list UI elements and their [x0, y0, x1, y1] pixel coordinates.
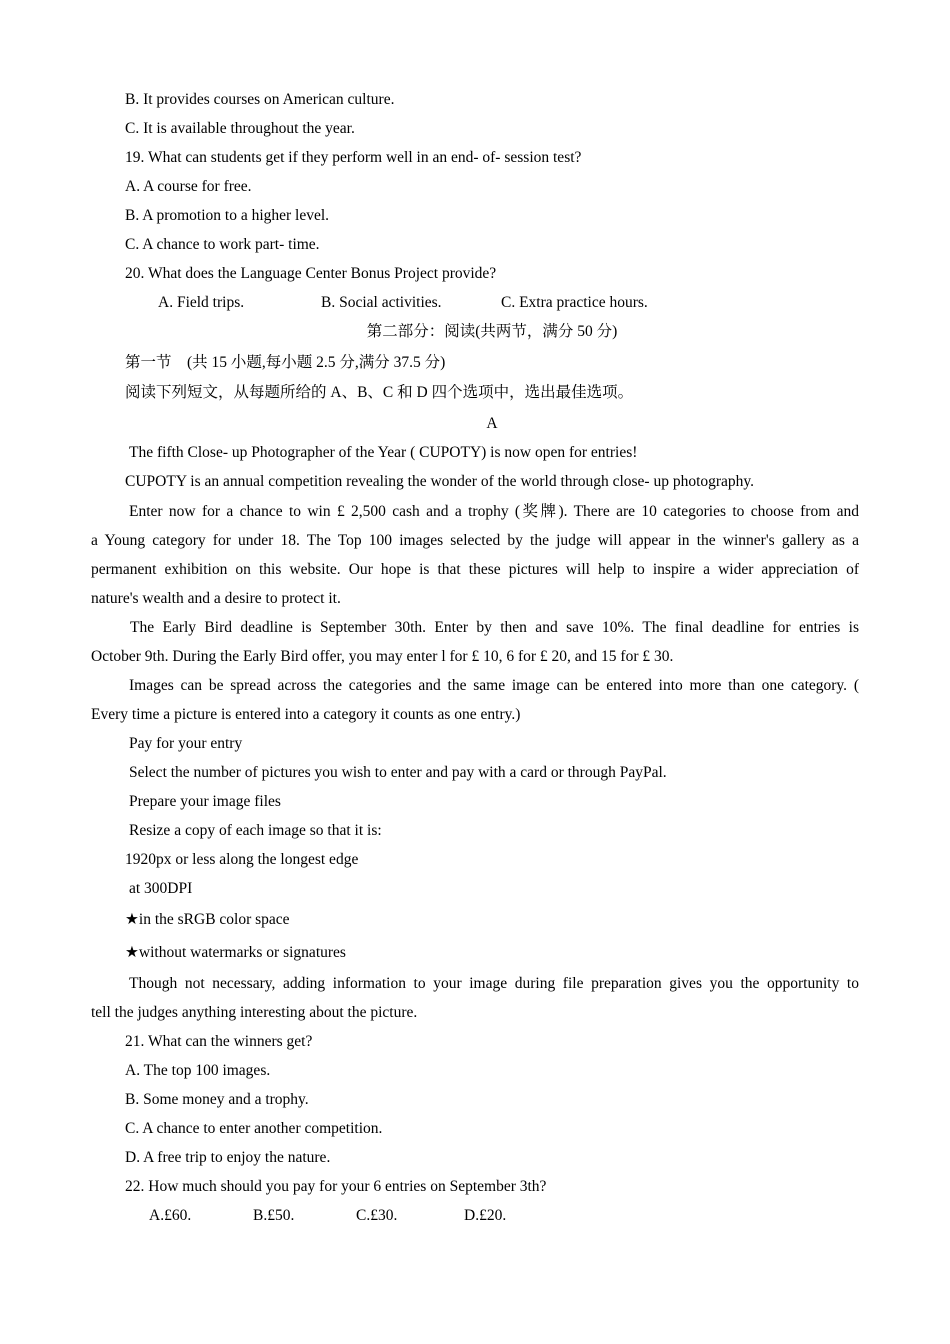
q21-option-a: A. The top 100 images.	[125, 1062, 271, 1079]
part2-title: 第二部分：阅读(共两节，满分 50 分)	[366, 323, 618, 340]
q19-option-c: C. A chance to work part- time.	[125, 236, 320, 253]
prep-heading: Prepare your image files	[129, 793, 281, 810]
passage-p3-line-3: permanent exhibition on this website. Our hope is that these pictures will help to inspire a wider appreciation of	[91, 561, 859, 578]
q22-stem: 22. How much should you pay for your 6 entries on September 3th?	[125, 1178, 547, 1195]
requirement-2: at 300DPI	[129, 880, 193, 897]
q18-option-c: C. It is available throughout the year.	[125, 120, 355, 137]
passage-label: A	[486, 415, 498, 432]
q22-option-a: A.£60.	[149, 1207, 192, 1224]
passage-p4-line-2: October 9th. During the Early Bird offer, you may enter l for £ 10, 6 for £ 20, and 15 for £ 30.	[91, 648, 674, 665]
q21-stem: 21. What can the winners get?	[125, 1033, 313, 1050]
q19-stem: 19. What can students get if they perform well in an end- of- session test?	[125, 149, 582, 166]
q21-option-d: D. A free trip to enjoy the nature.	[125, 1149, 331, 1166]
passage-line-2: CUPOTY is an annual competition revealing the wonder of the world through close- up photography.	[125, 473, 755, 490]
passage-p3-line-1: Enter now for a chance to win £ 2,500 cash and a trophy (奖牌). There are 10 categories to choose from and	[129, 503, 859, 520]
pay-text: Select the number of pictures you wish to enter and pay with a card or through PayPal.	[129, 764, 667, 781]
reading-instruction: 阅读下列短文，从每题所给的 A、B、C 和 D 四个选项中，选出最佳选项。	[125, 384, 634, 401]
q22-option-c: C.£30.	[356, 1207, 398, 1224]
passage-line-1: The fifth Close- up Photographer of the Year ( CUPOTY) is now open for entries!	[129, 444, 638, 461]
passage-last-line-1: Though not necessary, adding information to your image during file preparation gives you the opportunity to	[129, 975, 859, 992]
requirement-1: 1920px or less along the longest edge	[125, 851, 359, 868]
q20-option-c: C. Extra practice hours.	[501, 294, 648, 311]
prep-text: Resize a copy of each image so that it is:	[129, 822, 382, 839]
q21-option-c: C. A chance to enter another competition.	[125, 1120, 383, 1137]
passage-p4-line-1: The Early Bird deadline is September 30th. Enter by then and save 10%. The final deadline for entries is	[130, 619, 859, 636]
q21-option-b: B. Some money and a trophy.	[125, 1091, 309, 1108]
passage-p5-line-1: Images can be spread across the categories and the same image can be entered into more than one category. (	[129, 677, 859, 694]
q22-option-b: B.£50.	[253, 1207, 295, 1224]
q19-option-a: A. A course for free.	[125, 178, 252, 195]
requirement-4: ★without watermarks or signatures	[125, 944, 346, 961]
q20-stem: 20. What does the Language Center Bonus Project provide?	[125, 265, 497, 282]
passage-last-line-2: tell the judges anything interesting about the picture.	[91, 1004, 418, 1021]
passage-p3-line-4: nature's wealth and a desire to protect it.	[91, 590, 341, 607]
section1-heading: 第一节 (共 15 小题,每小题 2.5 分,满分 37.5 分)	[125, 354, 446, 371]
requirement-3: ★in the sRGB color space	[125, 911, 290, 928]
q19-option-b: B. A promotion to a higher level.	[125, 207, 330, 224]
passage-p3-line-2: a Young category for under 18. The Top 100 images selected by the judge will appear in the winner's gallery as a	[91, 532, 859, 549]
q22-option-d: D.£20.	[464, 1207, 507, 1224]
passage-p5-line-2: Every time a picture is entered into a category it counts as one entry.)	[91, 706, 521, 723]
q18-option-b: B. It provides courses on American culture.	[125, 91, 395, 108]
q20-option-b: B. Social activities.	[321, 294, 442, 311]
q20-option-a: A. Field trips.	[158, 294, 245, 311]
pay-heading: Pay for your entry	[129, 735, 243, 752]
